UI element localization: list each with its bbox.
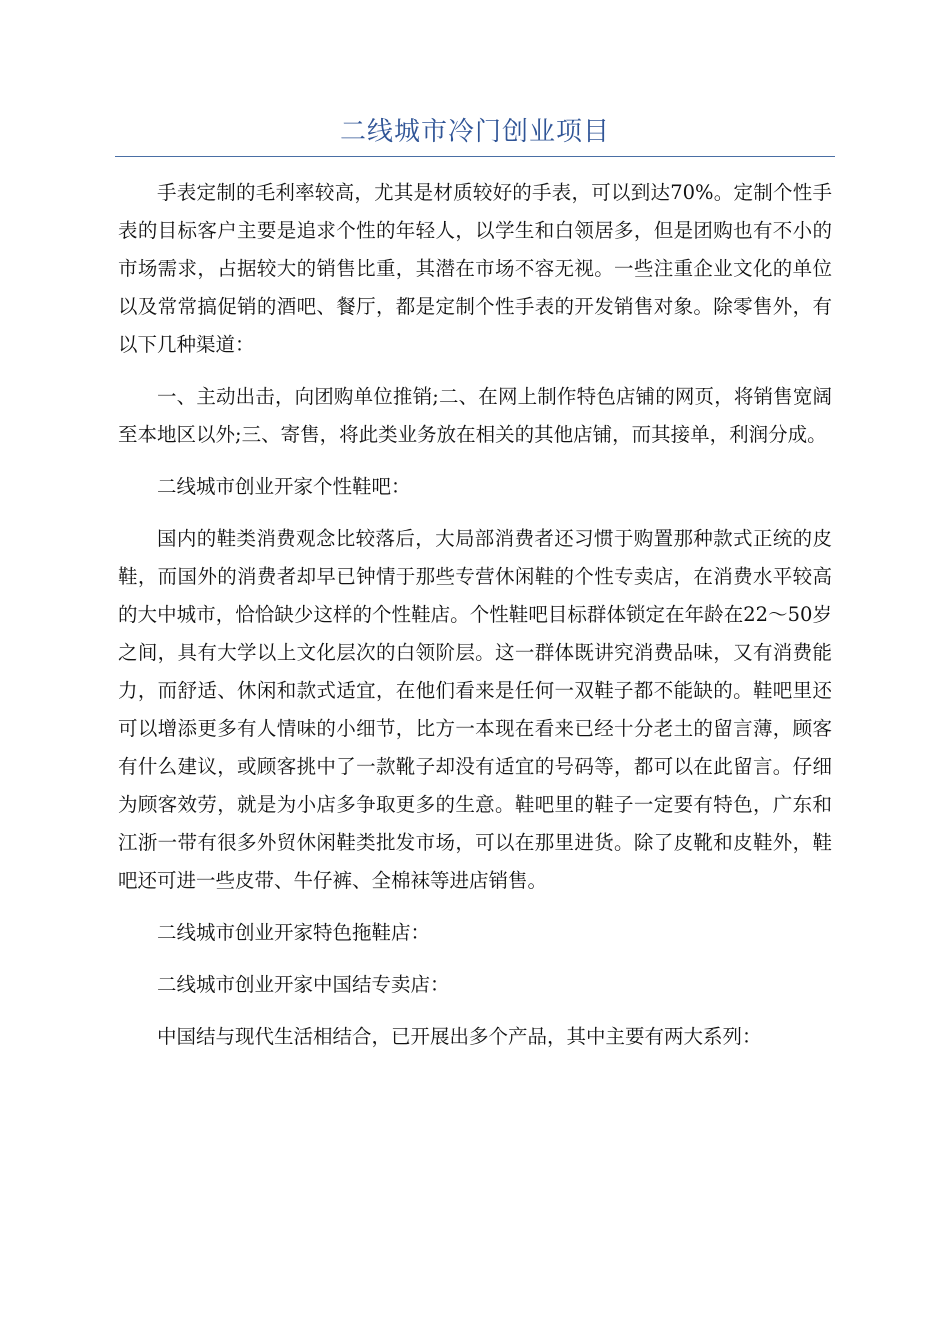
paragraph-sales-channels: 一、主动出击，向团购单位推销;二、在网上制作特色店铺的网页，将销售宽阔至本地区以外;三、寄售，将此类业务放在相关的其他店铺，而其接单，利润分成。 bbox=[118, 385, 832, 446]
paragraph-watch-customization: 手表定制的毛利率较高，尤其是材质较好的手表，可以到达70%。定制个性手表的目标客户主要是追求个性的年轻人，以学生和白领居多，但是团购也有不小的市场需求，占据较大的销售比重，其潜在市场不容无视。一些注重企业文化的单位以及常常搞促销的酒吧、餐厅，都是定制个性手表的开发销售对象。除零售外，有以下几种渠道： bbox=[118, 181, 832, 356]
heading-slipper-store: 二线城市创业开家特色拖鞋店： bbox=[157, 921, 431, 944]
document-title: 二线城市冷门创业项目 bbox=[339, 117, 610, 147]
paragraph-shoe-bar: 国内的鞋类消费观念比较落后，大局部消费者还习惯于购置那种款式正统的皮鞋，而国外的消费者却早已钟情于那些专营休闲鞋的个性专卖店，在消费水平较高的大中城市，恰恰缺少这样的个性鞋店。个性鞋吧目标群体锁定在年龄在22～50岁之间，具有大学以上文化层次的白领阶层。这一群体既讲究消费品味，又有消费能力，而舒适、休闲和款式适宜，在他们看来是任何一双鞋子都不能缺的。鞋吧里还可以增添更多有人情味的小细节，比方一本现在看来已经十分老土的留言薄，顾客有什么建议，或顾客挑中了一款靴子却没有适宜的号码等，都可以在此留言。仔细为顾客效劳，就是为小店多争取更多的生意。鞋吧里的鞋子一定要有特色，广东和江浙一带有很多外贸休闲鞋类批发市场，可以在那里进货。除了皮靴和皮鞋外，鞋吧还可进一些皮带、牛仔裤、全棉袜等进店销售。 bbox=[118, 527, 832, 892]
heading-chinese-knot-store: 二线城市创业开家中国结专卖店： bbox=[157, 973, 450, 996]
document-body bbox=[118, 174, 832, 1070]
paragraph-chinese-knot: 中国结与现代生活相结合，已开展出多个产品，其中主要有两大系列： bbox=[157, 1025, 762, 1048]
heading-shoe-bar: 二线城市创业开家个性鞋吧： bbox=[157, 475, 411, 498]
title-block bbox=[115, 112, 835, 157]
